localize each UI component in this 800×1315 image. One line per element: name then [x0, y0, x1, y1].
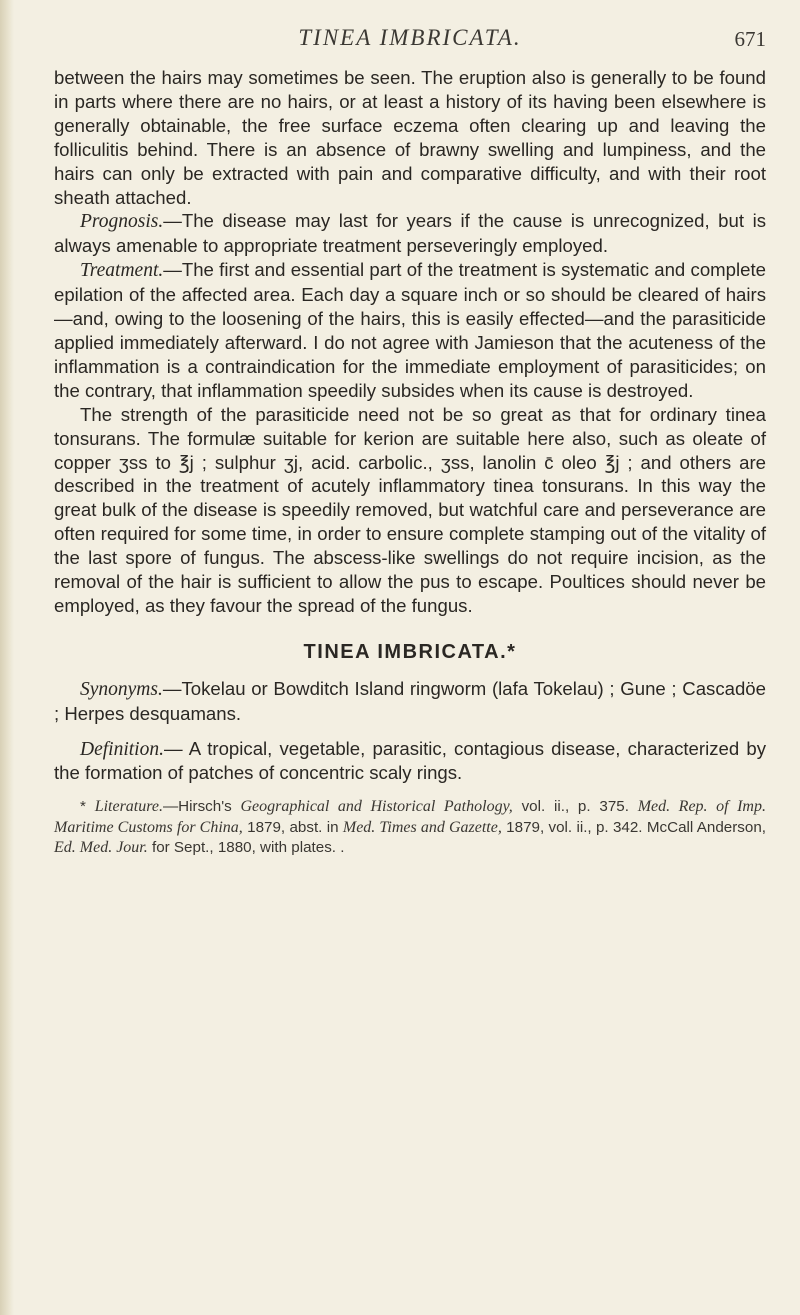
paragraph-synonyms: [54, 677, 766, 726]
paragraph-text: —The disease may last for years if the cause is unrecognized, but is always amenable to appropriate treatment perseveringly employed.: [54, 210, 766, 257]
footnote-text: vol. ii., p. 375.: [512, 798, 638, 816]
footnote-text: 1879, abst. in: [242, 818, 343, 836]
treatment-heading: Treatment.: [80, 260, 164, 282]
footnote-text: —Hirsch's: [162, 798, 241, 816]
paragraph-text: — A tropical, vegetable, parasitic, contagious disease, characterized by the formation of patches of concentric scaly rings.: [54, 737, 766, 784]
footnote-citation: Med. Rep. of Imp. Maritime Customs for China,: [54, 798, 766, 836]
paragraph-parasiticide: [54, 403, 766, 618]
section-title: TINEA IMBRICATA.*: [303, 640, 517, 663]
footnote-citation: Med. Times and Gazette,: [342, 818, 502, 836]
paragraph-treatment: [54, 258, 766, 402]
synonyms-heading: Synonyms.: [80, 678, 163, 700]
page-spine-shadow: [0, 0, 14, 1315]
definition-heading: Definition.: [80, 738, 164, 760]
footnote-text: 1879, vol. ii., p. 342. McCall Anderson,: [501, 818, 766, 836]
paragraph-text: —Tokelau or Bowditch Island ringworm (lafa Tokelau) ; Gune ; Cascadöe ; Herpes desquamans.: [54, 677, 766, 724]
paragraph-text: —The first and essential part of the treatment is systematic and complete epilation of the affected area. Each day a square inch or so should be cleared of hairs—and, owing to the loosening of the hairs, this is easily effected—and the parasiticide applied immediately afterward. I do not agree with Jamieson that the acuteness of the inflammation is a contraindication for the immediate employment of parasiticides; on the contrary, that inflammation speedily subsides when its cause is destroyed.: [54, 259, 766, 401]
prognosis-heading: Prognosis.: [80, 211, 164, 233]
paragraph-text: between the hairs may sometimes be seen. The eruption also is generally to be found in parts where there are no hairs, or at least a history of its having been elsewhere is generally obtainable, the free surface eczema often clearing up and leaving the folliculitis behind. There is an absence of brawny swelling and lumpiness, and the hairs can only be extracted with pain and comparative difficulty, and with their root sheath attached.: [54, 67, 766, 208]
footnote: [54, 797, 766, 859]
footnote-citation: Geographical and Historical Pathology,: [240, 798, 513, 816]
footnote-citation: Ed. Med. Jour.: [54, 839, 148, 857]
running-head-title: TINEA IMBRICATA.: [298, 25, 522, 50]
paragraph-definition: [54, 737, 766, 786]
paragraph-prognosis: [54, 209, 766, 258]
footnote-lead: Literature.: [94, 798, 163, 816]
footnote-text: for Sept., 1880, with plates. .: [147, 839, 345, 857]
running-head: [54, 0, 766, 56]
book-page: [54, 0, 766, 859]
body-text: [54, 66, 766, 785]
paragraph-text: The strength of the parasiticide need not be so great as that for ordinary tinea tonsurans. The formulæ suitable for kerion are suitable here also, such as oleate of copper ʒss to ℥j ; sulphur ʒj, acid. carbolic., ʒss, lanolin c̄ oleo ℥j ; and others are described in the treatment of acutely inflammatory tinea tonsurans. In this way the great bulk of the disease is speedily removed, but watchful care and perseverance are often required for some time, in order to ensure complete stamping out of the vitality of the last spore of fungus. The abscess-like swellings do not require incision, as the removal of the hair is sufficient to allow the pus to escape. Poultices should never be employed, as they favour the spread of the fungus.: [54, 403, 766, 616]
footnote-marker: *: [80, 798, 95, 816]
page-number: 671: [734, 27, 766, 51]
paragraph-continuation: [54, 66, 766, 209]
